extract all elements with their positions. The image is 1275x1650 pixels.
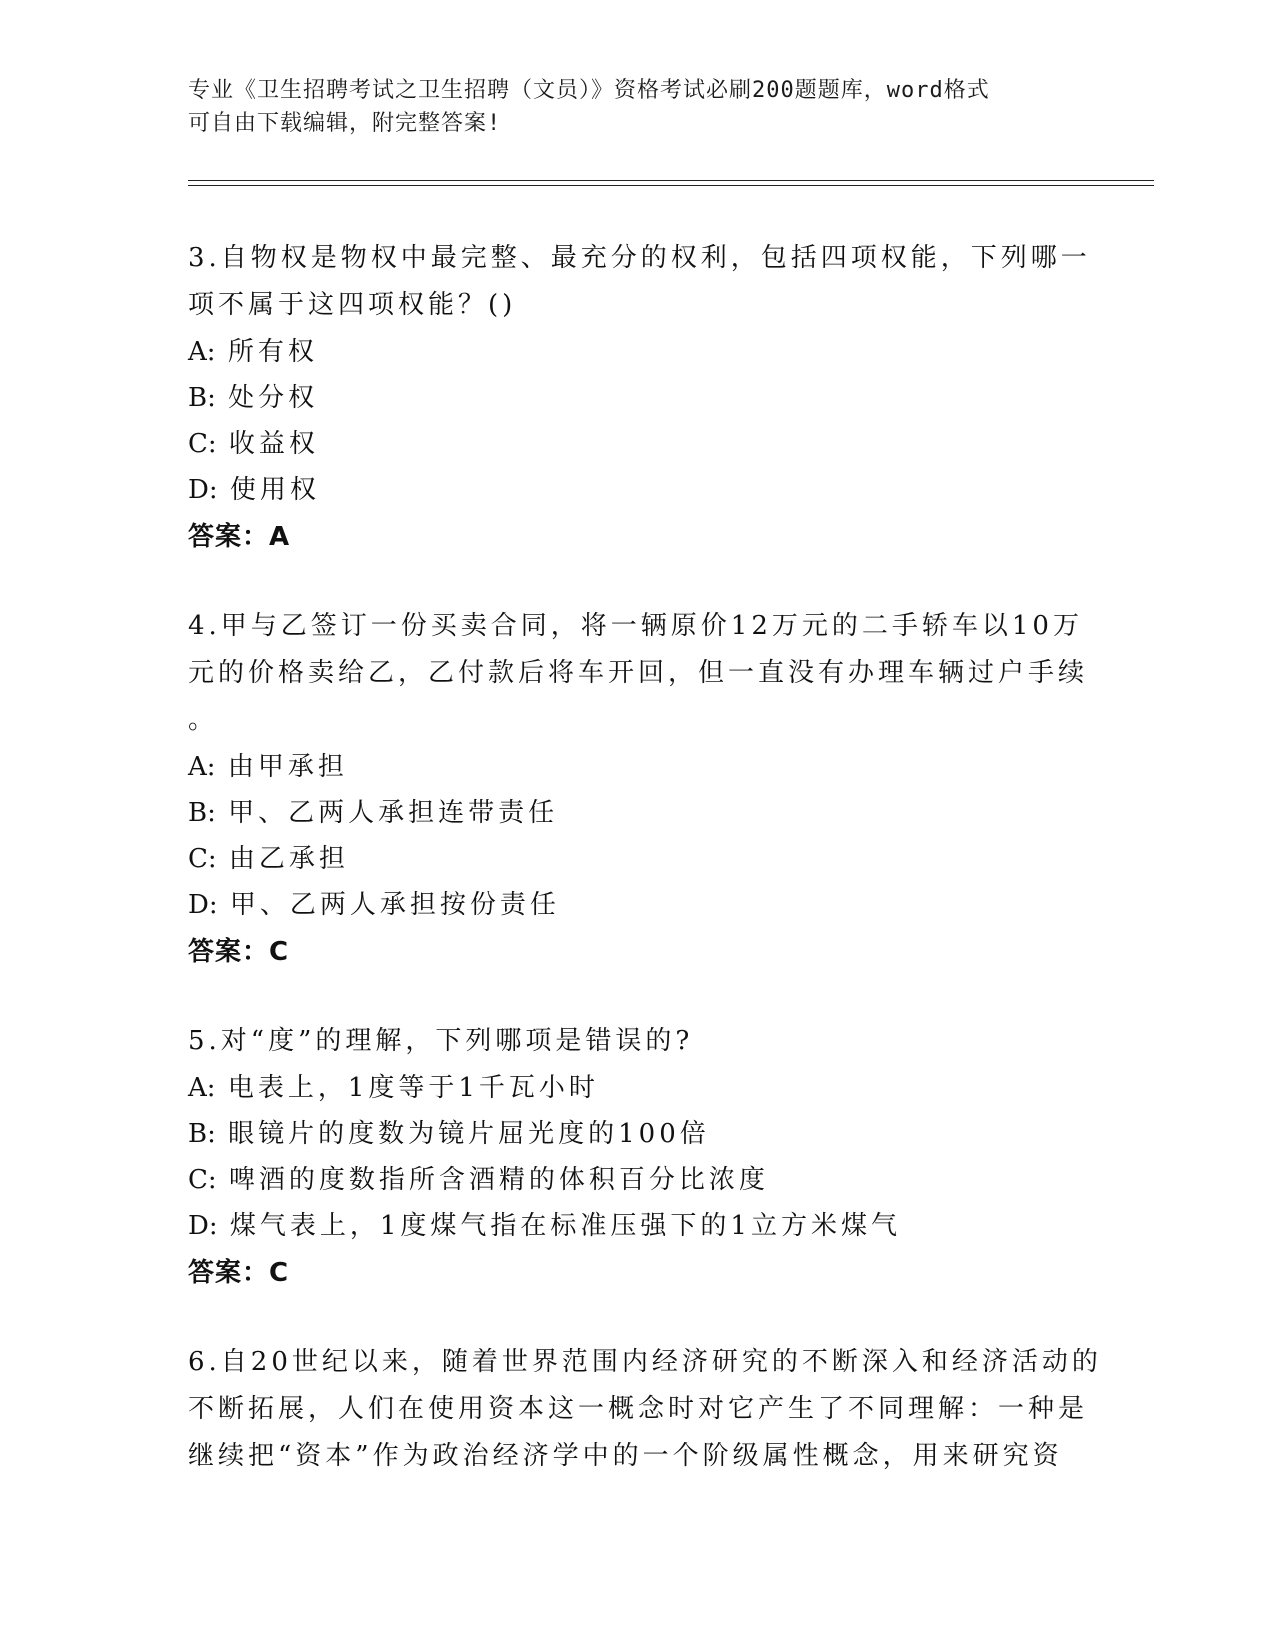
option-text: 甲、乙两人承担连带责任 (228, 798, 559, 828)
option-b (188, 375, 1088, 421)
option-key: B: (188, 383, 216, 413)
answer-label: 答案：C (188, 937, 290, 967)
header-divider-bottom (188, 185, 1154, 186)
question-3 (188, 235, 1091, 561)
option-text: 使用权 (229, 475, 320, 505)
header-line-1: 专业《卫生招聘考试之卫生招聘（文员）》资格考试必刷200题题库，word格式 (188, 78, 990, 103)
option-key: A: (188, 1073, 216, 1103)
option-d (188, 467, 1088, 513)
option-a (188, 1065, 1088, 1111)
question-5 (188, 1018, 1088, 1297)
option-key: A: (188, 752, 216, 782)
option-d (188, 1203, 1088, 1249)
option-c (188, 836, 1088, 882)
answer-label: 答案：C (188, 1258, 290, 1288)
option-key: C: (188, 1165, 217, 1195)
option-b (188, 790, 1088, 836)
question-text-line: 元的价格卖给乙，乙付款后将车开回，但一直没有办理车辆过户手续 (188, 658, 1089, 688)
option-key: D: (188, 475, 218, 505)
option-text: 甲、乙两人承担按份责任 (229, 890, 560, 920)
option-c (188, 421, 1088, 467)
header-line-2: 可自由下载编辑，附完整答案! (188, 111, 502, 136)
option-key: C: (188, 844, 217, 874)
option-text: 所有权 (227, 337, 318, 367)
option-b (188, 1111, 1088, 1157)
option-key: B: (188, 798, 216, 828)
option-text: 由乙承担 (228, 844, 349, 874)
document-header (188, 74, 1088, 140)
header-divider-top (188, 180, 1154, 181)
option-text: 眼镜片的度数为镜片屈光度的100倍 (228, 1119, 710, 1149)
option-a (188, 329, 1088, 375)
option-text: 由甲承担 (227, 752, 348, 782)
option-text: 电表上，1度等于1千瓦小时 (227, 1073, 599, 1103)
option-d (188, 882, 1088, 928)
question-text-line: 4.甲与乙签订一份买卖合同，将一辆原价12万元的二手轿车以10万 (188, 611, 1083, 641)
option-c (188, 1157, 1088, 1203)
option-key: D: (188, 1211, 218, 1241)
option-text: 煤气表上，1度煤气指在标准压强下的1立方米煤气 (229, 1211, 901, 1241)
option-key: C: (188, 429, 217, 459)
answer-label: 答案：A (188, 522, 291, 552)
question-text-line: 。 (188, 705, 219, 735)
question-text-line: 项不属于这四项权能？() (188, 290, 517, 320)
option-text: 收益权 (228, 429, 319, 459)
option-a (188, 744, 1088, 790)
option-key: D: (188, 890, 218, 920)
option-text: 处分权 (228, 383, 319, 413)
option-key: B: (188, 1119, 216, 1149)
question-list (188, 235, 1102, 1522)
question-text-line: 6.自20世纪以来，随着世界范围内经济研究的不断深入和经济活动的 (188, 1347, 1102, 1377)
question-6 (188, 1339, 1102, 1480)
option-key: A: (188, 337, 216, 367)
question-text-line: 5.对“度”的理解，下列哪项是错误的? (188, 1026, 694, 1056)
option-text: 啤酒的度数指所含酒精的体积百分比浓度 (228, 1165, 769, 1195)
question-text-line: 继续把“资本”作为政治经济学中的一个阶级属性概念，用来研究资 (188, 1441, 1063, 1471)
question-4 (188, 603, 1088, 976)
question-text-line: 3.自物权是物权中最完整、最充分的权利，包括四项权能，下列哪一 (188, 243, 1091, 273)
question-text-line: 不断拓展，人们在使用资本这一概念时对它产生了不同理解：一种是 (188, 1394, 1089, 1424)
